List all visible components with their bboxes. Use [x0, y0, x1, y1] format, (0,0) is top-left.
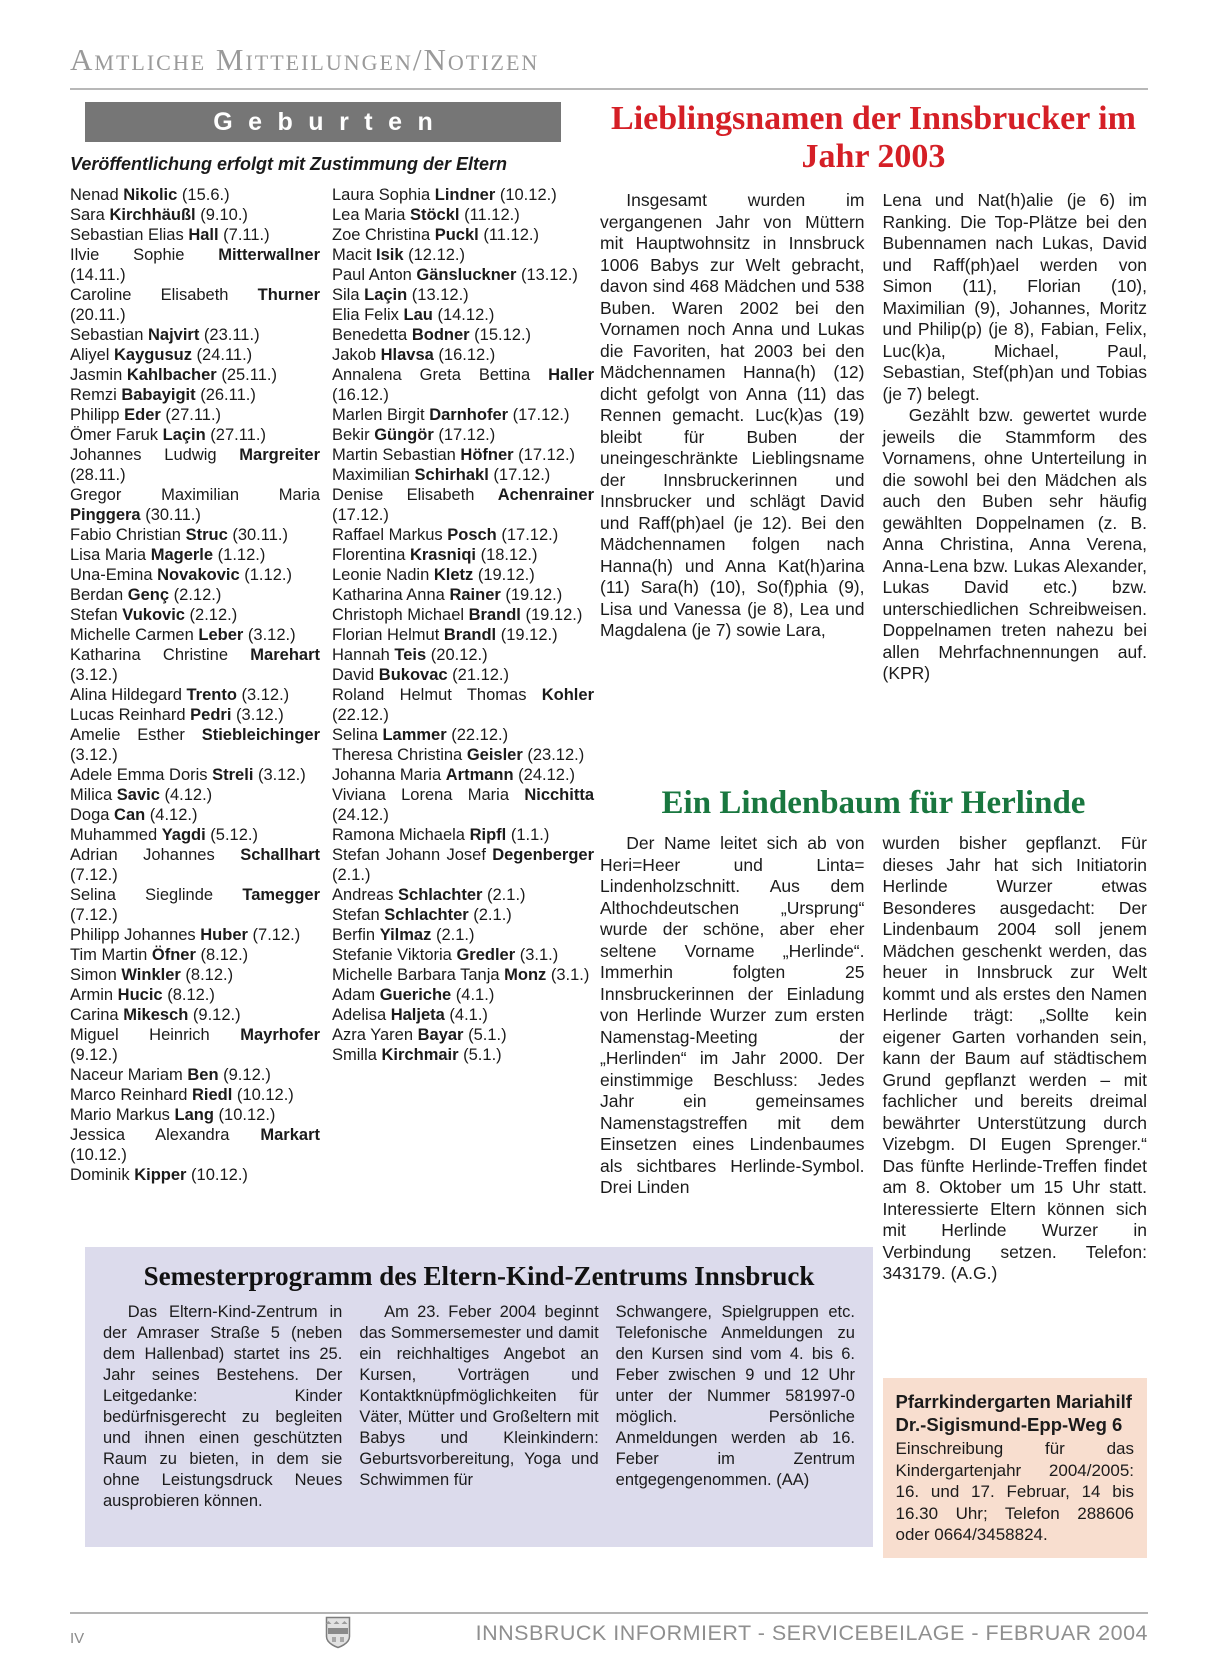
birth-entry: Johanna Maria Artmann (24.12.) — [332, 766, 576, 784]
masthead-title: Amtliche Mitteilungen/Notizen — [70, 42, 540, 77]
birth-entry: Elia Felix Lau (14.12.) — [332, 306, 495, 324]
birth-entry: Annalena Greta Bettina Haller (16.12.) — [332, 366, 594, 404]
lieblingsnamen-columns — [600, 190, 1147, 775]
birth-entry: Katharina Anna Rainer (19.12.) — [332, 586, 563, 604]
paragraph: Lena und Nat(h)alie (je 6) im Ranking. Die Top-Plätze bei den Bubennamen nach Lukas, David und Raff(ph)ael werden von Simon (11), Florian (10), Maximilian (9), Johannes, Moritz und Philip(p) (je 8), Fabian, Felix, Luc(k)a, Michael, Paul, Sebastian, Stef(ph)an und Tobias (je 7) belegt. — [882, 190, 1147, 404]
innsbruck-crest-icon — [325, 1616, 351, 1654]
birth-entry: Armin Hucic (8.12.) — [70, 986, 215, 1004]
pfarrkindergarten-notice — [883, 1378, 1148, 1558]
birth-entry: Maximilian Schirhakl (17.12.) — [332, 466, 551, 484]
birth-entry: Sebastian Elias Hall (7.11.) — [70, 226, 270, 244]
birth-entry: Alina Hildegard Trento (3.12.) — [70, 686, 290, 704]
paragraph: Schwangere, Spielgruppen etc. Telefonische Anmeldungen zu den Kursen sind vom 4. bis 6. Feber zwischen 9 und 12 Uhr unter der Nummer 581997-0 möglich. Persönliche Anmeldungen werden ab 16. Feber im Zentrum entgegengenommen. (AA) — [615, 1303, 855, 1489]
birth-entry: Berfin Yilmaz (2.1.) — [332, 926, 475, 944]
birth-entry: Philipp Johannes Huber (7.12.) — [70, 926, 301, 944]
birth-entry: Una-Emina Novakovic (1.12.) — [70, 566, 292, 584]
birth-entry: Andreas Schlachter (2.1.) — [332, 886, 526, 904]
birth-entry: Muhammed Yagdi (5.12.) — [70, 826, 258, 844]
birth-entry: Adelisa Haljeta (4.1.) — [332, 1006, 488, 1024]
lindenbaum-column-2-text — [883, 833, 1148, 1378]
geburten-section — [70, 102, 594, 1185]
birth-entry: Remzi Babayigit (26.11.) — [70, 386, 256, 404]
birth-entry: Zoe Christina Puckl (11.12.) — [332, 226, 539, 244]
birth-entry: Naceur Mariam Ben (9.12.) — [70, 1066, 271, 1084]
birth-entry: Amelie Esther Stiebleichinger (3.12.) — [70, 726, 320, 764]
birth-entry: Philipp Eder (27.11.) — [70, 406, 222, 424]
semesterprogramm-columns — [103, 1302, 855, 1512]
birth-entry: Michelle Barbara Tanja Monz (3.1.) — [332, 966, 590, 984]
semesterprogramm-column-2 — [359, 1302, 598, 1491]
birth-entry: Azra Yaren Bayar (5.1.) — [332, 1026, 507, 1044]
birth-entry: Carina Mikesch (9.12.) — [70, 1006, 241, 1024]
lieblingsnamen-column-1 — [600, 190, 865, 642]
birth-entry: Aliyel Kaygusuz (24.11.) — [70, 346, 253, 364]
birth-entry: Miguel Heinrich Mayrhofer (9.12.) — [70, 1026, 320, 1064]
birth-entry: Dominik Kipper (10.12.) — [70, 1166, 248, 1184]
birth-entry: Katharina Christine Marehart (3.12.) — [70, 646, 320, 684]
birth-entry: Macit Isik (12.12.) — [332, 246, 465, 264]
birth-entry: Ilvie Sophie Mitterwallner (14.11.) — [70, 246, 320, 284]
birth-entry: Adele Emma Doris Streli (3.12.) — [70, 766, 306, 784]
birth-entry: Florentina Krasniqi (18.12.) — [332, 546, 538, 564]
birth-entry: Laura Sophia Lindner (10.12.) — [332, 186, 557, 204]
paragraph: Insgesamt wurden im vergangenen Jahr von Müttern mit Hauptwohnsitz in Innsbruck 1006 Babys zur Welt gebracht, davon sind 468 Mädchen und 538 Buben. Waren 2002 bei den Vornamen noch Anna und Lukas die Favoriten, hat 2003 bei den Mädchennamen Hanna(h) (12) dicht gefolgt von Anna (11) das Rennen gemacht. Luc(k)as (19) bleibt für Buben der uneingeschränkte Lieblingsname der Innsbruckerinnen und Innsbrucker und schlägt David und Raff(ph)ael (je 12). Bei den Mädchennamen folgen nach Hanna(h) und Anna Kat(h)arina (11) Sara(h) (10), So(f)phia (9), Lisa und Vanessa (je 8), Lea und Magdalena (je 7) sowie Lara, — [600, 190, 865, 640]
birth-entry: Leonie Nadin Kletz (19.12.) — [332, 566, 535, 584]
birth-entry: Roland Helmut Thomas Kohler (22.12.) — [332, 686, 594, 724]
birth-entry: Sebastian Najvirt (23.11.) — [70, 326, 260, 344]
births-column-1 — [70, 185, 320, 1185]
birth-entry: Viviana Lorena Maria Nicchitta (24.12.) — [332, 786, 594, 824]
birth-entry: David Bukovac (21.12.) — [332, 666, 510, 684]
paragraph: Das Eltern-Kind-Zentrum in der Amraser Straße 5 (neben dem Hallenbad) startet ins 25. Jahr seines Bestehens. Der Leitgedanke: Kinder bedürfnisgerecht zu begleiten und ihnen einen geschützten Raum zu bieten, in dem sie ohne Leistungsdruck Neues ausprobieren können. — [103, 1303, 343, 1510]
birth-entry: Fabio Christian Struc (30.11.) — [70, 526, 288, 544]
birth-entry: Milica Savic (4.12.) — [70, 786, 213, 804]
birth-entry: Tim Martin Öfner (8.12.) — [70, 946, 249, 964]
geburten-subtitle: Veröffentlichung erfolgt mit Zustimmung der Eltern — [70, 154, 508, 174]
birth-entry: Michelle Carmen Leber (3.12.) — [70, 626, 296, 644]
birth-entry: Ömer Faruk Laçin (27.11.) — [70, 426, 266, 444]
lindenbaum-column-2 — [883, 833, 1148, 1558]
birth-entry: Theresa Christina Geisler (23.12.) — [332, 746, 585, 764]
pfarrkindergarten-title-line1: Pfarrkindergarten Mariahilf — [895, 1391, 1132, 1412]
lieblingsnamen-column-2 — [883, 190, 1148, 685]
pfarrkindergarten-title — [896, 1390, 1135, 1436]
birth-entry: Florian Helmut Brandl (19.12.) — [332, 626, 558, 644]
birth-entry: Selina Lammer (22.12.) — [332, 726, 509, 744]
birth-entry: Stefan Schlachter (2.1.) — [332, 906, 512, 924]
article-title-lindenbaum: Ein Lindenbaum für Herlinde — [661, 785, 1086, 821]
birth-entry: Lea Maria Stöckl (11.12.) — [332, 206, 520, 224]
paragraph: Der Name leitet sich ab von Heri=Heer und Linta= Lindenholzschnitt. Aus dem Althochdeutschen „Ursprung“ wurde der schöne, aber eher seltene Vorname „Herlinde“. Immerhin folgten 25 Innsbruckerinnen der Einladung von Herlinde Wurzer zum ersten Namenstag-Meeting der „Herlinden“ im Jahr 2000. Der einstimmige Beschluss: Jedes Jahr ein gemeinsames Namenstagstreffen mit dem Einsetzen eines Lindenbaumes als sichtbares Herlinde-Symbol. Drei Linden — [600, 833, 865, 1197]
paragraph: Am 23. Feber 2004 beginnt das Sommersemester und damit ein reichhaltiges Angebot an Kursen, Vorträgen und Kontaktknüpfmöglichkeiten für Väter, Mütter und Großeltern mit Babys und Kleinkindern: Geburtsvorbereitung, Yoga und Schwimmen für — [359, 1303, 599, 1489]
birth-entry: Jasmin Kahlbacher (25.11.) — [70, 366, 277, 384]
birth-entry: Berdan Genç (2.12.) — [70, 586, 222, 604]
birth-entry: Smilla Kirchmair (5.1.) — [332, 1046, 502, 1064]
article-title-lieblingsnamen: Lieblingsnamen der Innsbrucker im Jahr 2003 — [611, 100, 1136, 175]
pfarrkindergarten-body: Einschreibung für das Kindergartenjahr 2004/2005: 16. und 17. Februar, 14 bis 16.30 Uhr; Telefon 288606 oder 0664/3458824. — [895, 1439, 1134, 1544]
birth-entry: Benedetta Bodner (15.12.) — [332, 326, 532, 344]
birth-entry: Adam Gueriche (4.1.) — [332, 986, 495, 1004]
masthead-rule — [70, 88, 1148, 90]
birth-entry: Nenad Nikolic (15.6.) — [70, 186, 230, 204]
birth-entry: Johannes Ludwig Margreiter (28.11.) — [70, 446, 320, 484]
birth-entry: Denise Elisabeth Achenrainer (17.12.) — [332, 486, 594, 524]
geburten-section-title: Geburten — [85, 102, 561, 142]
semesterprogramm-column-3 — [616, 1302, 855, 1491]
birth-entry: Sila Laçin (13.12.) — [332, 286, 469, 304]
birth-entry: Doga Can (4.12.) — [70, 806, 198, 824]
births-column-2 — [332, 185, 594, 1185]
birth-entry: Marco Reinhard Riedl (10.12.) — [70, 1086, 294, 1104]
lindenbaum-column-1 — [600, 833, 865, 1199]
birth-entry: Selina Sieglinde Tamegger (7.12.) — [70, 886, 320, 924]
birth-entry: Stefanie Viktoria Gredler (3.1.) — [332, 946, 559, 964]
birth-entry: Christoph Michael Brandl (19.12.) — [332, 606, 583, 624]
birth-entry: Stefan Vukovic (2.12.) — [70, 606, 238, 624]
birth-entry: Simon Winkler (8.12.) — [70, 966, 234, 984]
birth-entry: Martin Sebastian Höfner (17.12.) — [332, 446, 576, 464]
birth-entry: Bekir Güngör (17.12.) — [332, 426, 496, 444]
births-columns — [70, 185, 594, 1185]
birth-entry: Ramona Michaela Ripfl (1.1.) — [332, 826, 550, 844]
pfarrkindergarten-title-line2: Dr.-Sigismund-Epp-Weg 6 — [895, 1414, 1123, 1435]
footer-journal-title: INNSBRUCK INFORMIERT - SERVICEBEILAGE - FEBRUAR 2004 — [475, 1621, 1148, 1645]
birth-entry: Hannah Teis (20.12.) — [332, 646, 488, 664]
birth-entry: Gregor Maximilian Maria Pinggera (30.11.) — [70, 486, 320, 524]
birth-entry: Sara Kirchhäußl (9.10.) — [70, 206, 248, 224]
footer-rule — [70, 1612, 1148, 1614]
birth-entry: Caroline Elisabeth Thurner (20.11.) — [70, 286, 320, 324]
birth-entry: Jakob Hlavsa (16.12.) — [332, 346, 496, 364]
paragraph: wurden bisher gepflanzt. Für dieses Jahr hat sich Initiatorin Herlinde Wurzer etwas Besonderes ausgedacht: Der Lindenbaum 2004 soll jenem Mädchen geschenkt werden, das heuer in Innsbruck zur Welt kommt und als erstes den Namen Herlinde trägt: „Sollte kein eigener Garten vorhanden sein, kann der Baum auf städtischem Grund gepflanzt werden – mit fachlicher und bereits dreimal bewährter Unterstützung durch Vizebgm. DI Eugen Sprenger.“ Das fünfte Herlinde-Treffen findet am 8. Oktober um 15 Uhr statt. Interessierte Eltern können sich mit Herlinde Wurzer in Verbindung setzen. Telefon: 343179. (A.G.) — [882, 833, 1147, 1283]
birth-entry: Mario Markus Lang (10.12.) — [70, 1106, 276, 1124]
birth-entry: Lisa Maria Magerle (1.12.) — [70, 546, 266, 564]
birth-entry: Marlen Birgit Darnhofer (17.12.) — [332, 406, 570, 424]
birth-entry: Jessica Alexandra Markart (10.12.) — [70, 1126, 320, 1164]
birth-entry: Raffael Markus Posch (17.12.) — [332, 526, 559, 544]
birth-entry: Lucas Reinhard Pedri (3.12.) — [70, 706, 284, 724]
semesterprogramm-column-1 — [103, 1302, 342, 1512]
semesterprogramm-box — [85, 1247, 873, 1547]
birth-entry: Adrian Johannes Schallhart (7.12.) — [70, 846, 320, 884]
birth-entry: Stefan Johann Josef Degenberger (2.1.) — [332, 846, 594, 884]
paragraph: Gezählt bzw. gewertet wurde jeweils die Stammform des Vornamens, ohne Unterteilung in die sowohl bei den Mädchen als auch den Buben sehr häufig gewählten Doppelnamen (z. B. Anna Christina, Anna Verena, Anna-Lena bzw. Lukas Alexander, Lukas David etc.) bzw. unterschiedlichen Schreibweisen. Doppelnamen treten nahezu bei allen Mehrfachnennungen auf. (KPR) — [882, 405, 1147, 683]
semesterprogramm-title: Semesterprogramm des Eltern-Kind-Zentrums Innsbruck — [143, 1261, 815, 1291]
footer-page-number: IV — [70, 1630, 85, 1647]
birth-entry: Paul Anton Gänsluckner (13.12.) — [332, 266, 578, 284]
